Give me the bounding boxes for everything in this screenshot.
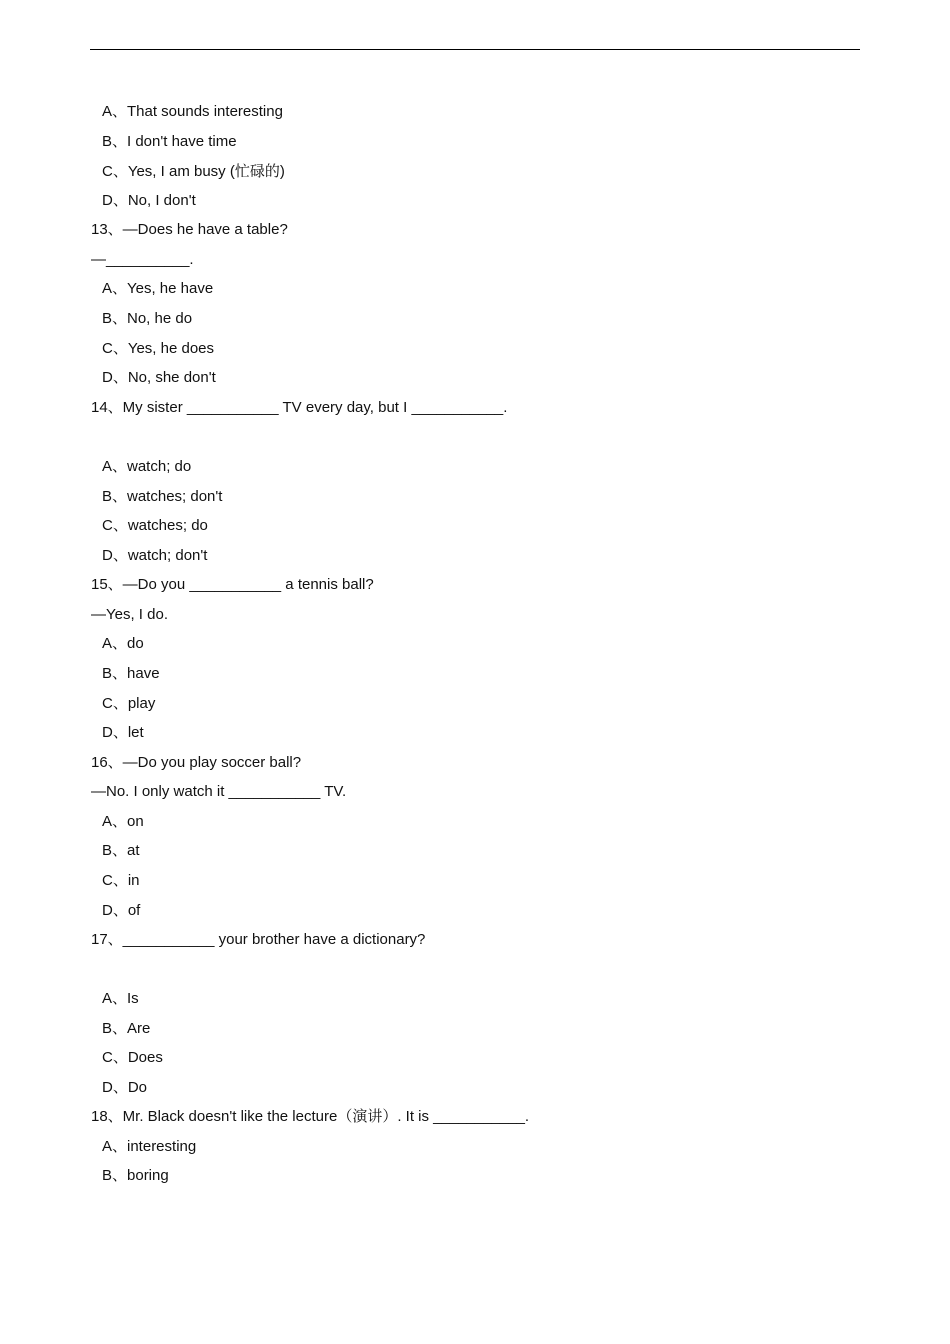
q16-option-c: C、in [102,872,140,889]
q15-option-c: C、play [102,695,156,712]
q16-stem: 16、—Do you play soccer ball? [91,754,302,771]
q15-stem: 15、—Do you ___________ a tennis ball? [91,576,374,593]
q14-option-b: B、watches; don't [102,488,223,505]
q13-option-d: D、No, she don't [102,369,216,386]
q15-option-a: A、do [102,635,144,652]
q13-stem: 13、—Does he have a table? [91,221,288,238]
q13-answer-line: —__________. [91,251,194,268]
q16-answer-line: —No. I only watch it ___________ TV. [91,783,347,800]
q13-option-c: C、Yes, he does [102,340,215,357]
q15-answer-line: —Yes, I do. [91,606,168,623]
q17-stem: 17、___________ your brother have a dictionary? [91,931,426,948]
q17-option-a: A、Is [102,990,139,1007]
q15-option-b: B、have [102,665,160,682]
q14-option-a: A、watch; do [102,458,192,475]
q15-option-d: D、let [102,724,144,741]
q14-option-d: D、watch; don't [102,547,208,564]
q18-option-b: B、boring [102,1167,169,1184]
q17-option-c: C、Does [102,1049,163,1066]
q13-option-a: A、Yes, he have [102,280,214,297]
q16-option-d: D、of [102,902,141,919]
q16-option-a: A、on [102,813,144,830]
q12-option-a: A、That sounds interesting [102,103,283,120]
q14-stem: 14、My sister ___________ TV every day, but I ___________. [91,399,508,416]
q14-option-c: C、watches; do [102,517,208,534]
q17-option-b: B、Are [102,1020,151,1037]
q12-option-d: D、No, I don't [102,192,196,209]
q16-option-b: B、at [102,842,140,859]
q13-option-b: B、No, he do [102,310,193,327]
q17-option-d: D、Do [102,1079,148,1096]
header-rule [90,49,860,50]
q12-option-b: B、I don't have time [102,133,237,150]
q18-option-a: A、interesting [102,1138,197,1155]
q18-stem: 18、Mr. Black doesn't like the lecture（演讲）. It is ___________. [91,1108,530,1125]
q12-option-c: C、Yes, I am busy (忙碌的) [102,163,285,180]
